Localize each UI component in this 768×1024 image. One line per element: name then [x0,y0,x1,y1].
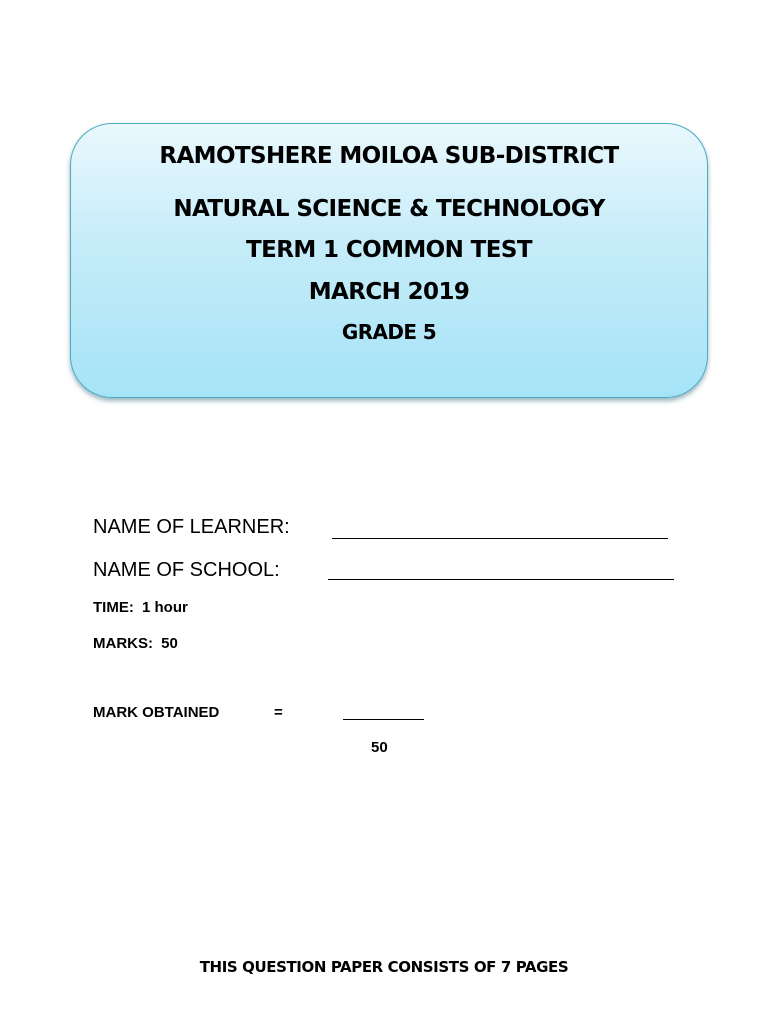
mark-obtained-equals: = [274,704,283,721]
subject-title: NATURAL SCIENCE & TECHNOLOGY [173,196,605,222]
grade-title: GRADE 5 [341,320,437,344]
learner-name-label: NAME OF LEARNER: [93,516,290,538]
test-title: TERM 1 COMMON TEST [246,237,532,263]
page-count-note: THIS QUESTION PAPER CONSISTS OF 7 PAGES [199,958,569,976]
mark-total: 50 [371,739,388,756]
time-row [93,599,188,616]
marks-label: MARKS: [93,635,153,652]
mark-obtained-line[interactable] [343,706,424,720]
learner-name-line[interactable] [332,522,668,539]
district-title: RAMOTSHERE MOILOA SUB-DISTRICT [159,143,619,169]
marks-value: 50 [161,635,178,652]
time-value: 1 hour [142,599,188,616]
mark-obtained-label: MARK OBTAINED [93,704,220,721]
title-box [70,123,708,398]
school-name-line[interactable] [328,563,674,580]
date-title: MARCH 2019 [308,279,470,305]
time-label: TIME: [93,599,134,616]
marks-row [93,635,178,652]
school-name-label: NAME OF SCHOOL: [93,559,280,581]
